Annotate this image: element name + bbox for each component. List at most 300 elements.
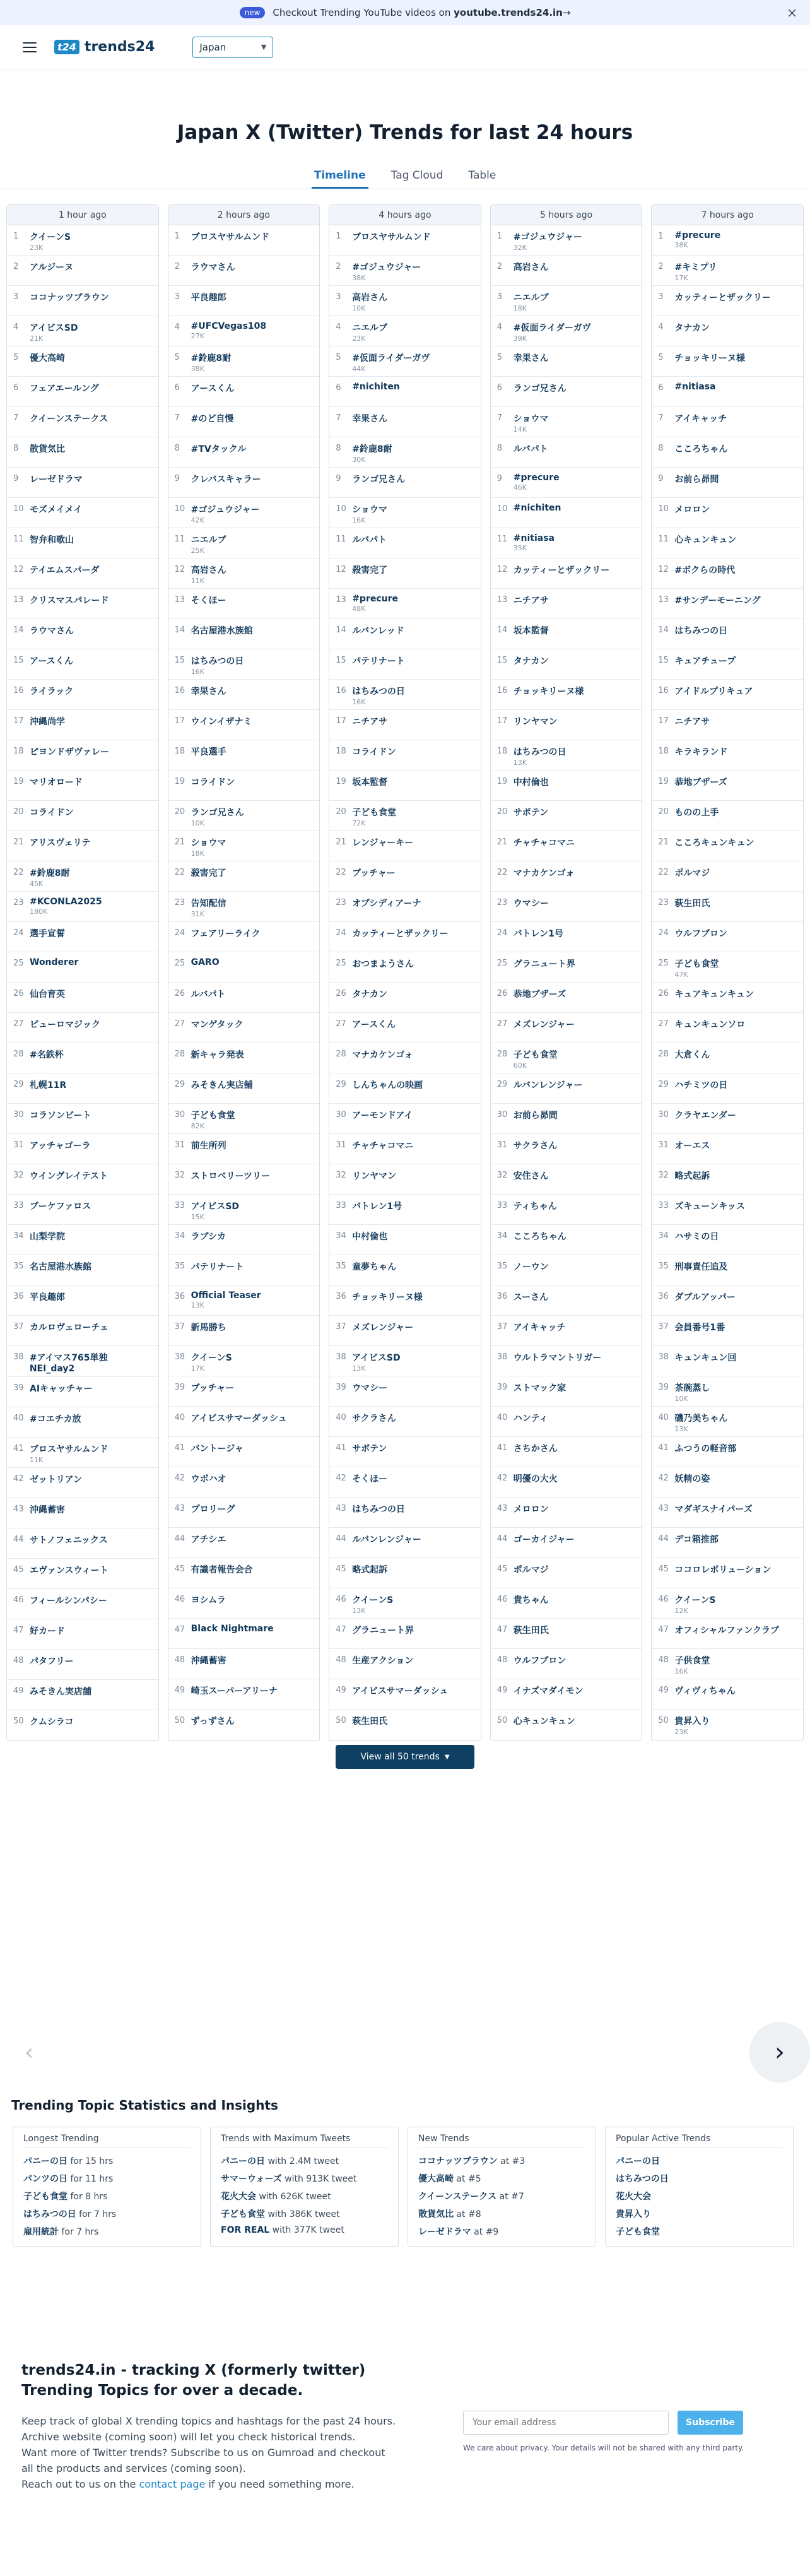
stats-trend-link[interactable]: 散貨気比 bbox=[418, 2209, 454, 2219]
trend-link[interactable]: 平良選手 bbox=[191, 747, 226, 757]
stats-trend-link[interactable]: 子ども食堂 bbox=[221, 2209, 265, 2219]
trend-link[interactable]: フィールシンパシー bbox=[30, 1596, 107, 1606]
trend-link[interactable]: アイビスサマーダッシュ bbox=[191, 1414, 287, 1424]
trend-link[interactable]: 恭地ブザーズ bbox=[674, 777, 727, 788]
trend-link[interactable]: はちみつの日 bbox=[352, 1504, 405, 1515]
trend-link[interactable]: 略式起訴 bbox=[674, 1171, 710, 1181]
trend-link[interactable]: アイビスSD bbox=[191, 1202, 240, 1212]
trend-link[interactable]: オブシディアーナ bbox=[352, 899, 421, 909]
trend-link[interactable]: 殺害完了 bbox=[191, 868, 226, 878]
trend-link[interactable]: クイーンS bbox=[191, 1353, 232, 1363]
trend-link[interactable]: メズレンジャー bbox=[513, 1020, 575, 1030]
logo[interactable] bbox=[54, 39, 155, 55]
trend-link[interactable]: はちみつの日 bbox=[191, 656, 244, 666]
trend-link[interactable]: 心キュンキュン bbox=[674, 535, 737, 545]
trend-link[interactable]: ハサミの日 bbox=[674, 1232, 719, 1242]
trend-link[interactable]: パテリナート bbox=[352, 656, 405, 666]
trend-link[interactable]: ウルフブロン bbox=[674, 929, 727, 939]
trend-link[interactable]: ヴィヴィちゃん bbox=[674, 1686, 736, 1696]
stats-trend-link[interactable]: 優大高崎 bbox=[418, 2174, 454, 2184]
trend-link[interactable]: ルバンレッド bbox=[352, 626, 404, 636]
trend-link[interactable]: 名古屋港水族館 bbox=[191, 626, 253, 636]
trend-link[interactable]: キラキランド bbox=[674, 747, 728, 757]
trend-link[interactable]: タナカン bbox=[513, 656, 549, 666]
trend-link[interactable]: アイビスサマーダッシュ bbox=[352, 1686, 449, 1696]
trend-link[interactable]: #キミプリ bbox=[674, 263, 717, 273]
tweet-count: 47K bbox=[674, 971, 688, 979]
trend-link[interactable]: はちみつの日 bbox=[352, 687, 405, 697]
trend-link[interactable]: #UFCVegas108 bbox=[191, 321, 267, 331]
trend-link[interactable]: サトノフェニックス bbox=[30, 1535, 108, 1545]
trend-link[interactable]: 沖縄蓄害 bbox=[30, 1505, 65, 1515]
trend-link[interactable]: #鈴鹿8耐 bbox=[30, 868, 70, 878]
trend-link[interactable]: エヴァンスウィート bbox=[30, 1566, 109, 1576]
stats-trend-link[interactable]: 花火大会 bbox=[221, 2192, 256, 2202]
trend-link[interactable]: パタフリー bbox=[30, 1657, 74, 1667]
trend-link[interactable]: 妖精の姿 bbox=[674, 1474, 710, 1484]
trend-link[interactable]: コライドン bbox=[191, 777, 235, 788]
trend-link[interactable]: リンヤマン bbox=[352, 1171, 397, 1181]
trend-link[interactable]: クラヤエンダー bbox=[674, 1111, 736, 1121]
trend-link[interactable]: ウルフブロン bbox=[513, 1656, 566, 1666]
trend-link[interactable]: アースくん bbox=[30, 656, 73, 666]
trend-rank: 12 bbox=[496, 565, 508, 574]
trend-link[interactable]: 会員番号1番 bbox=[674, 1323, 725, 1333]
trend-link[interactable]: クレバスキャラー bbox=[191, 475, 261, 485]
tab-table[interactable]: Table bbox=[468, 169, 496, 182]
stats-trend-link[interactable]: 子ども食堂 bbox=[23, 2192, 68, 2202]
stats-trend-link[interactable]: 雇用統計 bbox=[23, 2227, 59, 2237]
trend-link[interactable]: プロリーグ bbox=[191, 1504, 235, 1515]
trend-link[interactable]: 中村倫也 bbox=[513, 777, 549, 788]
trend-link[interactable]: アチシエ bbox=[191, 1535, 226, 1545]
stats-trend-link[interactable]: FOR REAL bbox=[221, 2225, 270, 2235]
trend-link[interactable]: デコ箱推部 bbox=[674, 1535, 719, 1545]
trend-link[interactable]: マダギスナイパーズ bbox=[674, 1504, 753, 1515]
trend-link[interactable]: チャチャコマニ bbox=[513, 838, 575, 848]
trend-link[interactable]: レンジャーキー bbox=[352, 838, 414, 848]
trend-link[interactable]: 有識者報告会合 bbox=[191, 1565, 253, 1575]
trend-link[interactable]: #鈴鹿8耐 bbox=[191, 353, 232, 363]
trend-link[interactable]: ハチミツの日 bbox=[674, 1080, 728, 1090]
trend-link[interactable]: #名鉄杯 bbox=[30, 1050, 64, 1060]
trend-link[interactable]: #サンデーモーニング bbox=[674, 596, 761, 606]
trend-link[interactable]: キュンキュン回 bbox=[674, 1353, 737, 1363]
trend-link[interactable]: マリオロード bbox=[30, 777, 83, 788]
trend-link[interactable]: 沖縄蓄害 bbox=[191, 1656, 226, 1666]
trend-link[interactable]: テイエムスパーダ bbox=[30, 565, 100, 576]
trend-link[interactable]: ウマシー bbox=[513, 899, 549, 909]
trend-link[interactable]: 好カード bbox=[30, 1626, 65, 1636]
trend-link[interactable]: ランゴ兄さん bbox=[513, 384, 566, 394]
trend-link[interactable]: 貴ちゃん bbox=[513, 1595, 549, 1605]
trend-link[interactable]: #ゴジュウジャー bbox=[191, 505, 260, 515]
trend-item bbox=[652, 316, 803, 346]
trend-link[interactable]: #ゴジュウジャー bbox=[352, 263, 421, 273]
trend-link[interactable]: ラブシカ bbox=[191, 1232, 226, 1242]
trend-link[interactable]: #仮面ライダーガヴ bbox=[513, 323, 591, 333]
trend-link[interactable]: クイーンS bbox=[674, 1595, 716, 1605]
trend-link[interactable]: チャチャコマニ bbox=[352, 1141, 414, 1151]
trend-link[interactable]: #precure bbox=[352, 594, 399, 604]
trend-link[interactable]: クリスマスパレード bbox=[30, 596, 109, 606]
stats-trend-link[interactable]: パニーの日 bbox=[616, 2156, 660, 2166]
trend-link[interactable]: #鈴鹿8耐 bbox=[352, 444, 392, 454]
trend-link[interactable]: ストマック家 bbox=[513, 1383, 566, 1393]
trend-link[interactable]: 明優の大火 bbox=[513, 1474, 558, 1484]
trend-link[interactable]: 心キュンキュン bbox=[513, 1716, 575, 1727]
trend-link[interactable]: チョッキリーヌ様 bbox=[513, 687, 584, 697]
trend-link[interactable]: 選手宣誓 bbox=[30, 929, 65, 939]
trend-link[interactable]: ふつうの軽音部 bbox=[674, 1444, 737, 1454]
trend-link[interactable]: メロロン bbox=[513, 1504, 549, 1515]
trend-link[interactable]: アルジーヌ bbox=[30, 263, 74, 273]
announcement-link[interactable]: youtube.trends24.in bbox=[454, 7, 563, 18]
trend-link[interactable]: ピヨンドザヴァレー bbox=[30, 747, 109, 757]
trend-link[interactable]: #KCONLA2025 bbox=[30, 897, 102, 907]
trend-link[interactable]: お前ら昴間 bbox=[513, 1111, 558, 1121]
trend-link[interactable]: 萩生田氏 bbox=[513, 1626, 549, 1636]
trend-link[interactable]: 子ども食堂 bbox=[191, 1111, 235, 1121]
trend-link[interactable]: ライラック bbox=[30, 687, 74, 697]
trend-link[interactable]: カッティーとザックリー bbox=[513, 565, 610, 576]
trend-rank: 21 bbox=[658, 837, 669, 847]
stats-trend-link[interactable]: はちみつの日 bbox=[616, 2174, 669, 2184]
trend-link[interactable]: ウルトラマントリガー bbox=[513, 1353, 602, 1363]
trend-link[interactable]: Wonderer bbox=[30, 957, 79, 967]
trend-link[interactable]: #仮面ライダーガヴ bbox=[352, 353, 430, 363]
trend-link[interactable]: 幸果さん bbox=[191, 687, 226, 697]
trend-link[interactable]: #nitiasa bbox=[513, 533, 555, 543]
trend-link[interactable]: チョッキリーヌ様 bbox=[674, 353, 745, 363]
stats-row bbox=[616, 2190, 783, 2202]
trend-link[interactable]: アリスヴェリテ bbox=[30, 838, 91, 848]
trend-link[interactable]: ブッチャー bbox=[191, 1383, 235, 1393]
trend-link[interactable]: オーエス bbox=[674, 1141, 710, 1151]
trend-link[interactable]: カッティーとザックリー bbox=[352, 929, 449, 939]
trend-link[interactable]: 坂本監督 bbox=[352, 777, 388, 788]
trend-link[interactable]: 童夢ちゃん bbox=[352, 1262, 397, 1272]
trend-link[interactable]: 中村倫也 bbox=[352, 1232, 388, 1242]
trend-link[interactable]: GARO bbox=[191, 957, 220, 967]
trend-link[interactable]: ショウマ bbox=[352, 505, 387, 515]
trend-link[interactable]: 沖縄尚学 bbox=[30, 717, 65, 727]
trend-link[interactable]: #ゴジュウジャー bbox=[513, 232, 582, 242]
trend-link[interactable]: 略式起訴 bbox=[352, 1565, 388, 1575]
trend-link[interactable]: ずっずさん bbox=[191, 1716, 235, 1727]
trend-link[interactable]: 高岩さん bbox=[191, 565, 226, 576]
trend-link[interactable]: 名古屋港水族館 bbox=[30, 1262, 91, 1272]
trend-link[interactable]: 萩生田氏 bbox=[352, 1716, 388, 1727]
stats-trend-link[interactable]: クイーンステークス bbox=[418, 2192, 497, 2202]
trend-link[interactable]: バントージャ bbox=[191, 1444, 244, 1454]
trend-link[interactable]: マナカケンゴォ bbox=[513, 868, 575, 878]
trend-link[interactable]: 札幌11R bbox=[30, 1080, 67, 1090]
trend-link[interactable]: #TVタックル bbox=[191, 444, 247, 454]
trend-link[interactable]: ラウマさん bbox=[30, 626, 74, 636]
stats-trend-link[interactable]: はちみつの日 bbox=[23, 2209, 76, 2219]
trend-rank: 22 bbox=[174, 868, 185, 877]
trend-rank: 3 bbox=[174, 292, 180, 302]
trend-link[interactable]: 仙台育英 bbox=[30, 990, 65, 1000]
trend-link[interactable]: キュンキュンソロ bbox=[674, 1020, 746, 1030]
trend-link[interactable]: コライドン bbox=[30, 808, 74, 818]
trend-item bbox=[168, 1134, 320, 1164]
trend-link[interactable]: コラソンビート bbox=[30, 1111, 91, 1121]
trend-link[interactable]: 茶碗蒸し bbox=[674, 1383, 710, 1393]
trend-link[interactable]: みそきん実店舗 bbox=[30, 1687, 91, 1697]
trend-link[interactable]: ブッチャー bbox=[352, 868, 396, 878]
trend-link[interactable]: アッチャゴーラ bbox=[30, 1141, 91, 1151]
trend-item bbox=[491, 286, 642, 316]
trend-link[interactable]: ピューロマジック bbox=[30, 1020, 100, 1030]
trend-link[interactable]: ニエルブ bbox=[191, 535, 226, 545]
trend-link[interactable]: カッティーとザックリー bbox=[674, 293, 771, 303]
trend-link[interactable]: タナカン bbox=[674, 323, 710, 333]
stats-trend-link[interactable]: 子ども食堂 bbox=[616, 2227, 660, 2237]
chevron-left-icon[interactable]: ‹ bbox=[24, 2039, 34, 2065]
trend-link[interactable]: フェアエールング bbox=[30, 384, 99, 394]
view-all-button[interactable]: View all 50 trends ▼ bbox=[336, 1745, 474, 1769]
trend-link[interactable]: はちみつの日 bbox=[674, 626, 728, 636]
trend-link[interactable]: #アイマス765単独NEI_day2 bbox=[29, 1353, 108, 1374]
trend-link[interactable]: マンゲタック bbox=[191, 1020, 244, 1030]
trend-item bbox=[7, 256, 158, 286]
trend-link[interactable]: 恭地ブザーズ bbox=[513, 990, 566, 1000]
trend-link[interactable]: 大倉くん bbox=[674, 1050, 710, 1060]
trend-link[interactable]: しんちゃんの映画 bbox=[352, 1080, 423, 1090]
trend-link[interactable]: おつまようさん bbox=[352, 959, 414, 969]
trend-link[interactable]: 貴昇入り bbox=[674, 1716, 710, 1727]
trend-link[interactable]: 磯乃美ちゃん bbox=[674, 1414, 728, 1424]
trend-link[interactable]: アイビスSD bbox=[30, 323, 78, 333]
stats-trend-link[interactable]: レーゼドラマ bbox=[418, 2227, 471, 2237]
trend-link[interactable]: カルロヴェローチェ bbox=[30, 1323, 109, 1333]
trend-link[interactable]: #nichiten bbox=[513, 503, 561, 513]
trend-link[interactable]: バトレン1号 bbox=[352, 1202, 402, 1212]
trend-link[interactable]: 山梨学院 bbox=[30, 1232, 65, 1242]
trend-link[interactable]: バトレン1号 bbox=[513, 929, 563, 939]
trend-link[interactable]: ショウマ bbox=[191, 838, 226, 848]
trend-item bbox=[652, 589, 803, 619]
trend-link[interactable]: キュアチュープ bbox=[674, 656, 736, 666]
trend-link[interactable]: ウイングレイテスト bbox=[30, 1171, 109, 1181]
trend-link[interactable]: アースくん bbox=[191, 384, 235, 394]
trend-link[interactable]: ストロベリーツリー bbox=[191, 1171, 271, 1181]
trend-link[interactable]: ウボハオ bbox=[191, 1474, 226, 1484]
trend-link[interactable]: メロロン bbox=[674, 505, 710, 515]
trend-link[interactable]: 新馬勝ち bbox=[191, 1323, 226, 1333]
trend-link[interactable]: こころちゃん bbox=[513, 1232, 566, 1242]
trend-link[interactable]: グラニュート界 bbox=[513, 959, 575, 969]
trend-link[interactable]: こころちゃん bbox=[674, 444, 728, 454]
trend-rank: 27 bbox=[336, 1019, 346, 1029]
trend-link[interactable]: ショウマ bbox=[513, 414, 549, 424]
trend-link[interactable]: 萩生田氏 bbox=[674, 899, 710, 909]
trend-link[interactable]: ウマシー bbox=[352, 1383, 388, 1393]
trend-link[interactable]: さちかさん bbox=[513, 1444, 558, 1454]
trend-link[interactable]: ティちゃん bbox=[513, 1202, 557, 1212]
trend-link[interactable]: AIキャッチャー bbox=[30, 1384, 93, 1394]
trend-link[interactable]: アイドルプリキュア bbox=[674, 687, 753, 697]
trend-link[interactable]: ダブルアッパー bbox=[674, 1292, 736, 1303]
trend-link[interactable]: 散貨気比 bbox=[30, 444, 65, 454]
trend-link[interactable]: ズキューンキッス bbox=[674, 1202, 745, 1212]
stats-trend-link[interactable]: パニーの日 bbox=[23, 2156, 68, 2166]
trend-link[interactable]: クイーンステークス bbox=[30, 414, 109, 424]
trend-column bbox=[490, 204, 643, 1741]
trend-link[interactable]: ゼットリアン bbox=[30, 1475, 83, 1485]
trend-link[interactable]: 幸果さん bbox=[352, 414, 388, 424]
trend-link[interactable]: ルバパト bbox=[513, 444, 548, 454]
trend-link[interactable]: クイーンS bbox=[30, 232, 71, 242]
trend-link[interactable]: モズメイメイ bbox=[30, 505, 83, 515]
trend-link[interactable]: アイビスSD bbox=[352, 1353, 401, 1363]
trend-link[interactable]: はちみつの日 bbox=[513, 747, 566, 757]
trend-link[interactable]: #precure bbox=[674, 230, 721, 240]
trend-link[interactable]: アースくん bbox=[352, 1020, 396, 1030]
trend-link[interactable]: 崎玉スーパーアリーナ bbox=[191, 1686, 278, 1696]
trend-link[interactable]: キュアキュンキュン bbox=[674, 990, 754, 1000]
trend-link[interactable]: ハンティ bbox=[513, 1414, 548, 1424]
trend-link[interactable]: こころキュンキュン bbox=[674, 838, 754, 848]
trend-link[interactable]: 子ども食堂 bbox=[674, 959, 719, 969]
trend-link[interactable]: サボテン bbox=[352, 1444, 387, 1454]
trend-link[interactable]: #コエチカ放 bbox=[30, 1414, 81, 1424]
trend-link[interactable]: 刑事責任追及 bbox=[674, 1262, 728, 1272]
trend-link[interactable]: 生産アクション bbox=[352, 1656, 414, 1666]
trend-link[interactable]: Official Teaser bbox=[191, 1291, 261, 1301]
trend-link[interactable]: #precure bbox=[513, 473, 560, 483]
trend-link[interactable]: ポルマジ bbox=[674, 868, 710, 878]
trend-link[interactable]: オフィシャルファンクラブ bbox=[674, 1626, 779, 1636]
trend-link[interactable]: 前生所列 bbox=[191, 1141, 226, 1151]
trend-link[interactable]: 高岩さん bbox=[513, 263, 549, 273]
trend-link[interactable]: ゴーカイジャー bbox=[513, 1535, 575, 1545]
trend-link[interactable]: ポルマジ bbox=[513, 1565, 549, 1575]
trend-item bbox=[491, 1195, 642, 1225]
stats-row bbox=[23, 2207, 191, 2220]
trend-link[interactable]: ルバンレンジャー bbox=[513, 1080, 583, 1090]
trend-link[interactable]: サボテン bbox=[513, 808, 549, 818]
contact-link[interactable]: contact page bbox=[139, 2478, 206, 2490]
trend-link[interactable]: アーモンドアイ bbox=[352, 1111, 413, 1121]
trend-link[interactable]: 子供食堂 bbox=[674, 1656, 710, 1666]
tab-tag-cloud[interactable]: Tag Cloud bbox=[390, 169, 443, 182]
trend-link[interactable]: ルバンレンジャー bbox=[352, 1535, 421, 1545]
trend-link[interactable]: ブロスヤサルムンド bbox=[352, 232, 431, 242]
trend-link[interactable]: ヨシムラ bbox=[191, 1595, 226, 1605]
trend-link[interactable]: ニチアサ bbox=[352, 717, 388, 727]
trend-link[interactable]: パテリナート bbox=[191, 1262, 244, 1272]
trend-link[interactable]: サクラさん bbox=[513, 1141, 558, 1151]
trend-link[interactable]: 優大高崎 bbox=[30, 353, 65, 363]
stats-trend-link[interactable]: ココナッツブラウン bbox=[418, 2156, 498, 2166]
trend-link[interactable]: お前ら昴間 bbox=[674, 475, 719, 485]
trend-link[interactable]: コライドン bbox=[352, 747, 396, 757]
trend-link[interactable]: クイーンS bbox=[352, 1595, 394, 1605]
stats-trend-link[interactable]: パンツの日 bbox=[23, 2174, 68, 2184]
trend-link[interactable]: フェアリーライク bbox=[191, 929, 261, 939]
trend-link[interactable]: クムシラコ bbox=[30, 1717, 74, 1727]
trend-link[interactable]: ブーケファロス bbox=[30, 1202, 91, 1212]
trend-link[interactable]: そくほー bbox=[191, 596, 226, 606]
trend-link[interactable]: 幸果さん bbox=[513, 353, 549, 363]
trend-link[interactable]: ルバパト bbox=[352, 535, 387, 545]
stats-trend-link[interactable]: サマーウォーズ bbox=[221, 2174, 282, 2184]
trend-link[interactable]: リンヤマン bbox=[513, 717, 558, 727]
trend-link[interactable]: サクラさん bbox=[352, 1414, 396, 1424]
trend-link[interactable]: ルバパト bbox=[191, 990, 226, 1000]
subscribe-button[interactable]: Subscribe bbox=[678, 2411, 743, 2435]
trend-link[interactable]: #nichiten bbox=[352, 382, 400, 392]
trend-link[interactable]: みそきん実店舗 bbox=[191, 1080, 253, 1090]
trend-link[interactable]: アイキャッチ bbox=[513, 1323, 566, 1333]
trend-link[interactable]: 新キャラ発表 bbox=[191, 1050, 244, 1060]
trend-link[interactable]: スーさん bbox=[513, 1292, 549, 1303]
trend-link[interactable]: 坂本監督 bbox=[513, 626, 549, 636]
trend-link[interactable]: ニエルブ bbox=[352, 323, 388, 333]
trend-link[interactable]: 高岩さん bbox=[352, 293, 388, 303]
trend-link[interactable]: レーゼドラマ bbox=[30, 475, 83, 485]
trend-link[interactable]: ニチアサ bbox=[513, 596, 549, 606]
trend-link[interactable]: ウインイザナミ bbox=[191, 717, 252, 727]
trend-link[interactable]: 平良趣郎 bbox=[30, 1292, 65, 1303]
trend-link[interactable]: メズレンジャー bbox=[352, 1323, 414, 1333]
trend-link[interactable]: マナカケンゴォ bbox=[352, 1050, 413, 1060]
trend-link[interactable]: アイキャッチ bbox=[674, 414, 727, 424]
chevron-right-icon[interactable]: › bbox=[749, 2022, 810, 2083]
email-field[interactable] bbox=[463, 2411, 669, 2435]
trend-link[interactable]: ブロスヤサルムンド bbox=[30, 1445, 109, 1455]
trend-link[interactable]: ニエルブ bbox=[513, 293, 549, 303]
menu-icon[interactable] bbox=[23, 42, 37, 52]
trend-link[interactable]: ブロスヤサルムンド bbox=[191, 232, 270, 242]
trend-link[interactable]: チョッキリーヌ様 bbox=[352, 1292, 423, 1303]
trend-link[interactable]: 平良趣郎 bbox=[191, 293, 226, 303]
trend-rank: 21 bbox=[13, 837, 24, 847]
trend-link[interactable]: Black Nightmare bbox=[191, 1624, 274, 1634]
stats-trend-link[interactable]: パニーの日 bbox=[221, 2156, 265, 2166]
trend-link[interactable]: 子ども食堂 bbox=[352, 808, 397, 818]
trend-link[interactable]: ものの上手 bbox=[674, 808, 719, 818]
country-select[interactable] bbox=[192, 37, 273, 58]
trend-link[interactable]: 智弁和歌山 bbox=[30, 535, 74, 545]
trend-link[interactable]: ランゴ兄さん bbox=[191, 808, 244, 818]
trend-link[interactable]: 殺害完了 bbox=[352, 565, 388, 576]
trend-link[interactable]: ラウマさん bbox=[191, 263, 235, 273]
trend-link[interactable]: 安住さん bbox=[513, 1171, 549, 1181]
trend-link[interactable]: ニチアサ bbox=[674, 717, 710, 727]
trend-link[interactable]: そくほー bbox=[352, 1474, 388, 1484]
trend-link[interactable]: ノーウン bbox=[513, 1262, 549, 1272]
trend-link[interactable]: ココロレボリューション bbox=[674, 1565, 772, 1575]
trend-link[interactable]: #のど自慢 bbox=[191, 414, 234, 424]
stats-trend-link[interactable]: 貴昇入り bbox=[616, 2209, 651, 2219]
trend-link[interactable]: イナズマダイモン bbox=[513, 1686, 584, 1696]
stats-trend-link[interactable]: 花火大会 bbox=[616, 2192, 651, 2202]
trend-link[interactable]: #nitiasa bbox=[674, 382, 716, 392]
trend-link[interactable]: ココナッツブラウン bbox=[30, 293, 109, 303]
close-icon[interactable]: × bbox=[787, 5, 797, 20]
trend-link[interactable]: グラニュート界 bbox=[352, 1626, 414, 1636]
trend-link[interactable]: タナカン bbox=[352, 990, 387, 1000]
trend-link[interactable]: #ボクらの時代 bbox=[674, 565, 736, 576]
trend-link[interactable]: 告知配信 bbox=[191, 899, 226, 909]
trend-link[interactable]: ランゴ兄さん bbox=[352, 475, 406, 485]
trend-link[interactable]: 子ども食堂 bbox=[513, 1050, 558, 1060]
tab-timeline[interactable]: Timeline bbox=[312, 169, 368, 189]
